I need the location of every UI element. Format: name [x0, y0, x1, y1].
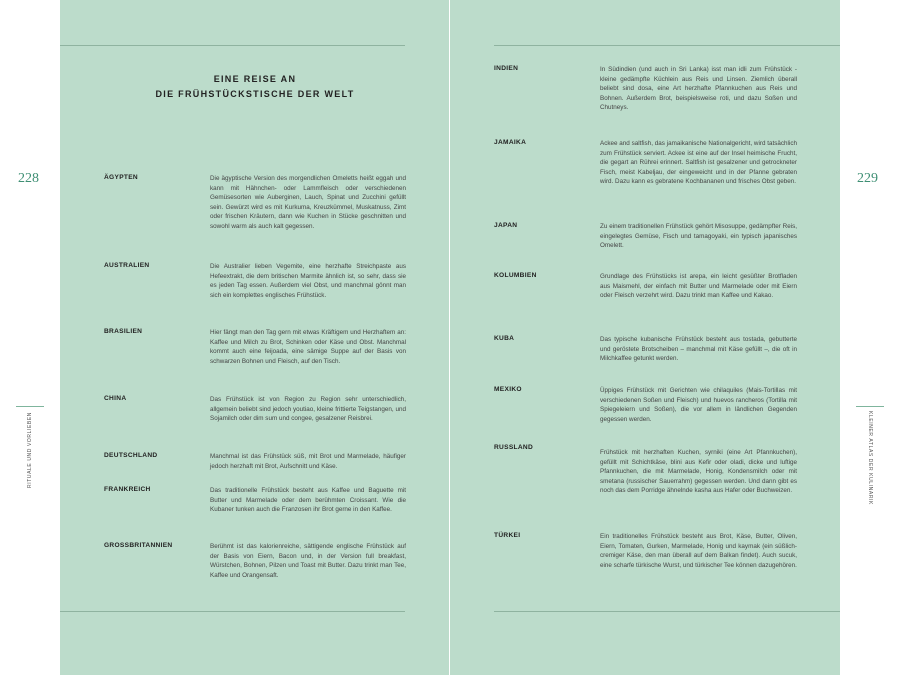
country-description: Ackee and saltfish, das jamaikanische Nationalgericht, wird tatsächlich zum Frühstück serviert. Ackee ist eine auf der Insel heimische Frucht, die gegart an Rührei erinnert. Saltfish ist gesalzener und getrockneter Fisch, meist Kabeljau, der eingeweicht und in der Pfanne gebraten wird. Dazu kann es gebratene Kochbananen und frisches Obst geben. — [600, 140, 797, 186]
country-name: BRASILIEN — [104, 328, 143, 335]
page-title — [110, 72, 400, 102]
country-name: RUSSLAND — [494, 444, 534, 451]
left-side-marker — [16, 406, 44, 407]
country-name: FRANKREICH — [104, 486, 151, 493]
country-name: KOLUMBIEN — [494, 272, 537, 279]
country-name: JAMAIKA — [494, 139, 527, 146]
left-running-head: RITUALE UND VORLIEBEN — [27, 412, 33, 488]
country-description: Das traditionelle Frühstück besteht aus Kaffee und Baguette mit Butter und Marmelade oder dem berühmten Croissant. Wie die Kubaner tunken auch die Franzosen ihr Brot gerne in den Kaffee. — [210, 487, 406, 514]
country-name: AUSTRALIEN — [104, 262, 150, 269]
right-top-rule — [494, 45, 840, 46]
country-name: CHINA — [104, 395, 127, 402]
page-title-line-1: EINE REISE AN — [213, 74, 297, 84]
left-bottom-rule — [60, 611, 405, 612]
country-name: GROSSBRITANNIEN — [104, 542, 173, 549]
left-page-number: 228 — [18, 171, 39, 186]
country-description: In Südindien (und auch in Sri Lanka) isst man idli zum Frühstück - kleine gedämpfte Küchlein aus Reis und Linsen. Ziemlich überall beliebt sind dosa, eine Art herzhafte Pfannkuchen aus Reis und Bohnen. Außerdem Brot, beispielsweise roti, und dazu Soßen und Chutneys. — [600, 66, 797, 112]
country-name: JAPAN — [494, 222, 518, 229]
country-name: TÜRKEI — [494, 532, 521, 539]
country-name: MEXIKO — [494, 386, 522, 393]
country-name: DEUTSCHLAND — [104, 452, 158, 459]
right-running-head: KLEINER ATLAS DER KULINARIK — [867, 411, 873, 505]
country-description: Frühstück mit herzhaften Kuchen, syrniki (eine Art Pfannkuchen), gefüllt mit Schichtkäse, blini aus Kefir oder oladi, dicke und luftige Pfannkuchen, die mit Marmelade, Honig, Kondensmilch oder mit smetana (russischer Sauerrahm) gegessen werden. Und dann gibt es noch das dem Porridge ähnelnde kasha aus Hafer oder Buchweizen. — [600, 449, 797, 495]
country-description: Üppiges Frühstück mit Gerichten wie chilaquiles (Mais-Tortillas mit verschiedenen Soßen und Fleisch) und huevos rancheros (Tortilla mit Spiegeleiern und Soßen), die vor allem in ländlichen Gegenden gegessen werden. — [600, 387, 797, 423]
country-description: Die ägyptische Version des morgendlichen Omeletts heißt eggah und kann mit Hähnchen- oder Lammfleisch oder verschiedenen Gemüsesorten wie Auberginen, Lauch, Spinat und Zucchini gefüllt sein. Gewürzt wird es mit Kurkuma, Kreuzkümmel, Muskatnuss, Zimt oder frischen Kräutern, dann wie Kuchen in Stücke geschnitten und sowohl warm als auch kalt gegessen. — [210, 175, 406, 230]
left-top-rule — [60, 45, 405, 46]
country-name: INDIEN — [494, 65, 519, 72]
country-description: Grundlage des Frühstücks ist arepa, ein leicht gesüßter Brotfladen aus Maismehl, der einfach mit Butter und Marmelade oder mit Eiern oder Fleisch verzehrt wird. Dazu trinkt man Kaffee und Kakao. — [600, 273, 797, 300]
right-side-marker — [856, 406, 884, 407]
country-name: ÄGYPTEN — [104, 174, 138, 181]
country-description: Ein traditionelles Frühstück besteht aus Brot, Käse, Butter, Oliven, Eiern, Tomaten, Gurken, Marmelade, Honig und kaymak (ein süßlich-cremiger Käse, den man überall auf dem Balkan findet). Auch sucuk, eine scharfe türkische Wurst, und türkischer Tee können dazugehören. — [600, 533, 797, 569]
country-name: KUBA — [494, 335, 515, 342]
country-description: Das Frühstück ist von Region zu Region sehr unterschiedlich, allgemein beliebt sind jedoch youtiao, kleine frittierte Teigstangen, und Sojamilch oder dim sum und congee, gesalzener Reisbrei. — [210, 396, 406, 423]
right-page-number: 229 — [857, 171, 878, 186]
country-description: Die Australier lieben Vegemite, eine herzhafte Streichpaste aus Hefeextrakt, die dem britischen Marmite ähnlich ist, so sehr, dass sie es jeden Tag essen. Außerdem viel Obst, und manchmal gönnt man sich ein komplettes englisches Frühstück. — [210, 263, 406, 299]
country-description: Zu einem traditionellen Frühstück gehört Misosuppe, gedämpfter Reis, eingelegtes Gemüse, Fisch und tamagoyaki, ein typisch japanisches Omelett. — [600, 223, 797, 250]
country-description: Manchmal ist das Frühstück süß, mit Brot und Marmelade, häufiger jedoch herzhaft mit Brot, Aufschnitt und Käse. — [210, 453, 406, 470]
right-bottom-rule — [494, 611, 840, 612]
country-description: Das typische kubanische Frühstück besteht aus tostada, gebutterte und geröstete Brotscheiben – manchmal mit Käse gefüllt –, die oft in Milchkaffee getunkt werden. — [600, 336, 797, 363]
country-description: Berühmt ist das kalorienreiche, sättigende englische Frühstück auf der Basis von Eiern, Bacon und, in der Version full breakfast, Würstchen, Bohnen, Pilzen und Toast mit Butter. Dazu trinkt man Tee, Kaffee und Orangensaft. — [210, 543, 406, 579]
country-description: Hier fängt man den Tag gern mit etwas Kräftigem und Herzhaftem an: Kaffee und Milch zu Brot, Schinken oder Käse und Obst. Manchmal kommt auch eine feijoada, eine sämige Suppe auf der Basis von schwarzen Bohnen und Fleisch, auf den Tisch. — [210, 329, 406, 365]
page-title-line-2: DIE FRÜHSTÜCKSTISCHE DER WELT — [155, 89, 355, 99]
